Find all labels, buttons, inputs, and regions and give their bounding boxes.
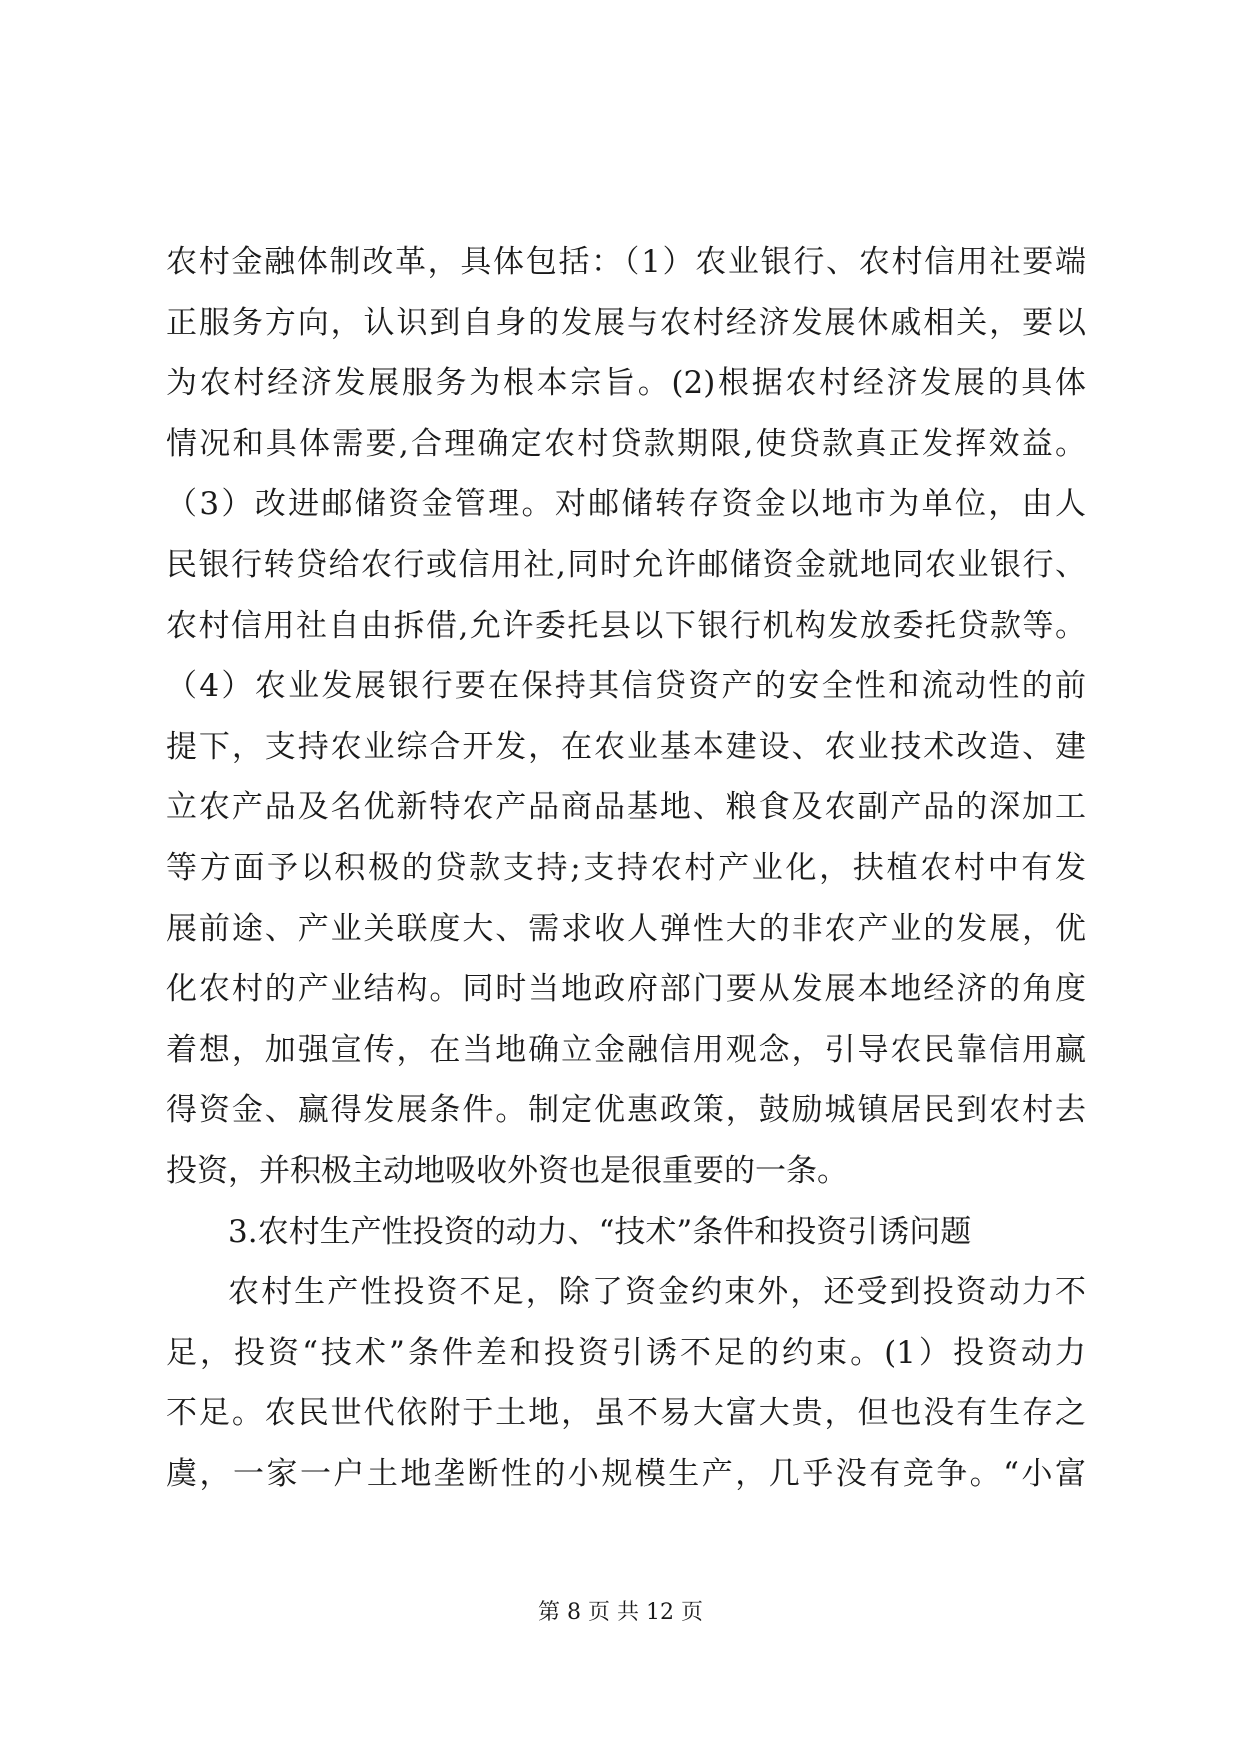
text-line: 为农村经济发展服务为根本宗旨。(2)根据农村经济发展的具体	[166, 365, 1086, 402]
text-line: 着想，加强宣传，在当地确立金融信用观念，引导农民靠信用赢	[166, 1031, 1086, 1068]
text-line: 正服务方向，认识到自身的发展与农村经济发展休戚相关，要以	[166, 304, 1086, 341]
body-text	[166, 232, 1086, 1504]
text-line: 立农产品及名优新特农产品商品基地、粮食及农副产品的深加工	[166, 789, 1086, 826]
text-line: 农村生产性投资不足，除了资金约束外，还受到投资动力不	[228, 1274, 1086, 1311]
text-line: 化农村的产业结构。同时当地政府部门要从发展本地经济的角度	[166, 971, 1086, 1008]
text-line: 提下，支持农业综合开发，在农业基本建设、农业技术改造、建	[166, 728, 1086, 765]
text-line: 情况和具体需要,合理确定农村贷款期限,使贷款真正发挥效益。	[166, 425, 1086, 462]
text-line: （3）改进邮储资金管理。对邮储转存资金以地市为单位，由人	[166, 486, 1086, 523]
page-footer: 第 8 页 共 12 页	[538, 1600, 703, 1625]
text-line: 虞，一家一户土地垄断性的小规模生产，几乎没有竞争。“小富	[166, 1455, 1086, 1492]
text-line: 展前途、产业关联度大、需求收人弹性大的非农产业的发展，优	[166, 910, 1086, 947]
text-line: 民银行转贷给农行或信用社,同时允许邮储资金就地同农业银行、	[166, 546, 1086, 583]
text-line: 得资金、赢得发展条件。制定优惠政策，鼓励城镇居民到农村去	[166, 1092, 1086, 1129]
section-heading: 3.农村生产性投资的动力、“技术”条件和投资引诱问题	[228, 1213, 972, 1250]
text-line: 不足。农民世代依附于土地，虽不易大富大贵，但也没有生存之	[166, 1395, 1086, 1432]
text-line: 投资，并积极主动地吸收外资也是很重要的一条。	[166, 1152, 848, 1189]
text-line: 农村金融体制改革，具体包括：（1）农业银行、农村信用社要端	[166, 244, 1086, 280]
text-line: （4）农业发展银行要在保持其信贷资产的安全性和流动性的前	[166, 668, 1086, 705]
text-line: 农村信用社自由拆借,允许委托县以下银行机构发放委托贷款等。	[166, 607, 1086, 644]
text-line: 足，投资“技术”条件差和投资引诱不足的约束。(1）投资动力	[166, 1334, 1086, 1371]
text-line: 等方面予以积极的贷款支持;支持农村产业化，扶植农村中有发	[166, 849, 1086, 886]
